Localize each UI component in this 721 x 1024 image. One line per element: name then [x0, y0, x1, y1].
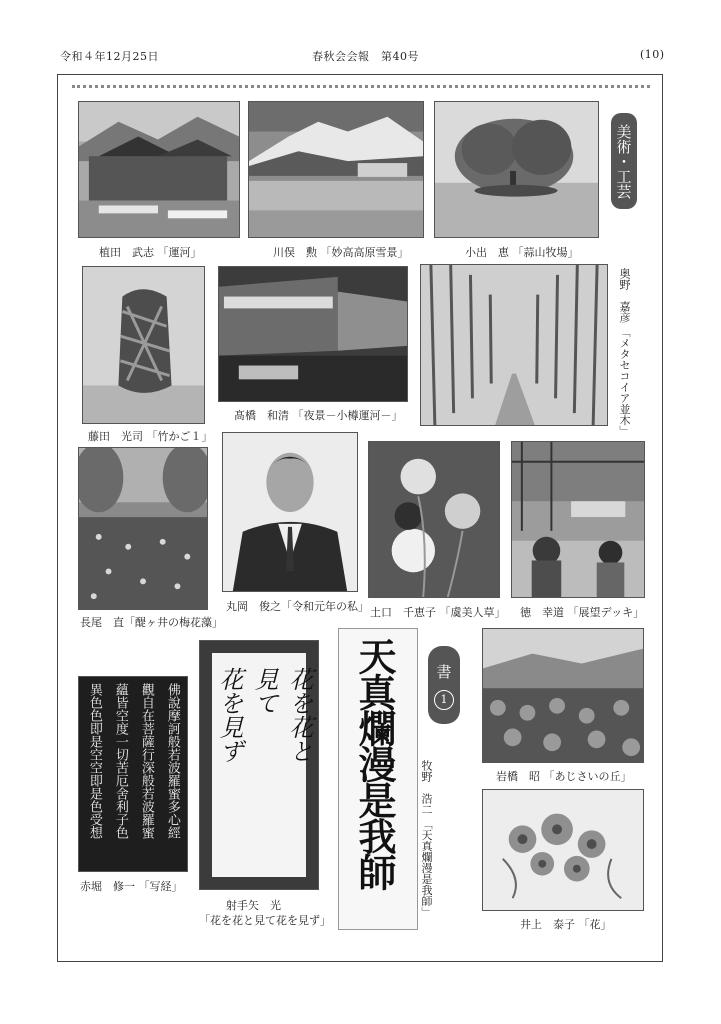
portrait-painting: [222, 432, 358, 592]
header-page: (10): [640, 48, 665, 61]
header-newsletter: 春秋会会報 第40号: [312, 50, 419, 63]
painting-poppies: [368, 441, 500, 598]
scroll-paper: [212, 653, 313, 877]
painting-farm: [434, 101, 599, 238]
caption-ite-title: 「花を花と見て花を見ず」: [199, 914, 331, 927]
caption-tsuchiguchi: 土口 千恵子 「虞美人草」: [370, 606, 506, 619]
calligraphy-section-badge: [428, 646, 460, 724]
sutra-column-1: 佛說摩訶般若波羅蜜多心經: [164, 683, 180, 839]
caption-makino: 牧野 浩二 「天真爛漫是我師」: [420, 760, 433, 918]
calligraphy-heart-sutra: [78, 676, 188, 872]
caption-koide: 小出 恵 「蒜山牧場」: [465, 246, 579, 259]
painting-otaru-night: [218, 266, 408, 402]
caption-ueda: 植田 武志 「運河」: [99, 246, 202, 259]
sutra-column-2: 觀自在菩薩行深般若波羅蜜: [138, 683, 154, 839]
tenshin-text: 天真爛漫是我師: [352, 637, 397, 889]
painting-metasequoia: [420, 264, 608, 426]
art-section-badge: 美術・工芸: [611, 113, 637, 209]
caption-kawamata: 川俣 勲 「妙高高原雪景」: [273, 246, 409, 259]
caption-nagao: 長尾 直「醍ヶ井の梅花藻」: [80, 616, 223, 629]
scroll-column-2: 見て: [250, 667, 278, 715]
caption-takahashi: 髙橋 和清 「夜景－小樽運河－」: [234, 409, 403, 422]
artwork-bamboo-basket: [82, 266, 205, 424]
caption-akahori: 赤堀 修一 「写経」: [80, 880, 183, 893]
painting-flowers: [482, 789, 644, 911]
caption-fujita: 藤田 光司 「竹かご１」: [88, 430, 213, 443]
painting-canal: [78, 101, 240, 238]
calligraphy-tenshin: [338, 628, 418, 930]
painting-snow-landscape: [248, 101, 424, 238]
dotted-divider: [72, 85, 650, 88]
calligraphy-title: 書: [436, 662, 452, 681]
painting-hydrangea-hill: [482, 628, 644, 763]
caption-inoue: 井上 泰子 「花」: [520, 918, 612, 931]
calligraphy-number: 1: [434, 690, 454, 710]
painting-observation-deck: [511, 441, 645, 598]
scroll-column-3: 花を見ず: [215, 667, 243, 763]
painting-baikamo: [78, 447, 208, 610]
caption-ite-name: 射手矢 光: [226, 899, 281, 912]
sutra-column-4: 異色色即是空空即是色受想: [86, 683, 102, 839]
caption-okuno: 奥野 嘉彦 「メタセコイア並木」: [618, 268, 631, 437]
scroll-column-1: 花を花と: [285, 667, 313, 763]
calligraphy-hanging-scroll: [199, 640, 319, 890]
sutra-column-3: 蘊皆空度一切苦厄舍利子色: [112, 683, 128, 839]
caption-iwahashi: 岩橋 昭 「あじさいの丘」: [496, 770, 632, 783]
header-date: 令和４年12月25日: [60, 50, 159, 63]
caption-maruoka: 丸岡 俊之「令和元年の私」: [226, 600, 369, 613]
caption-toku: 徳 幸道 「展望デッキ」: [520, 606, 645, 619]
